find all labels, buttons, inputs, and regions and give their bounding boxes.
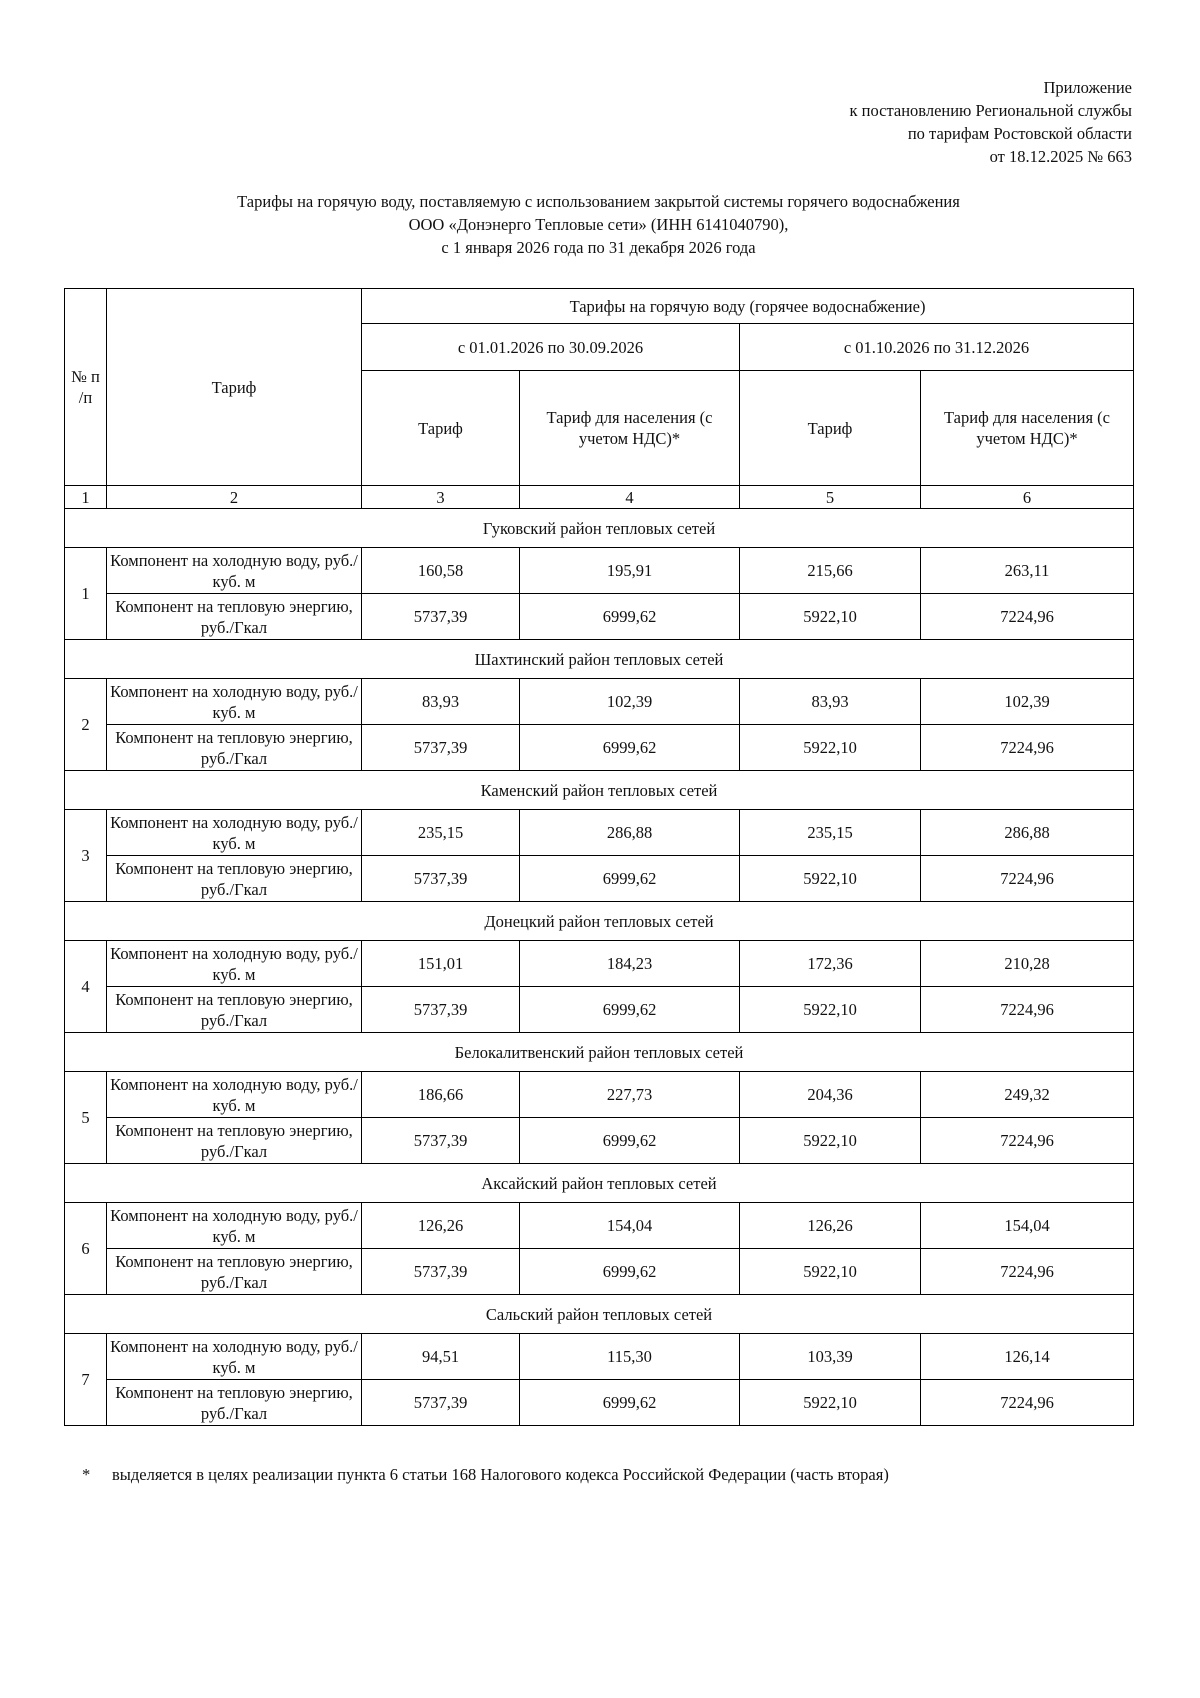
cold-value-cell: 186,66 [362,1072,520,1118]
title-line: с 1 января 2026 года по 31 декабря 2026 года [441,238,756,257]
appendix-line: от 18.12.2025 № 663 [989,147,1132,166]
heat-value-cell: 5737,39 [362,1249,520,1295]
tariff-table [64,288,1134,1426]
district-row [65,640,1134,679]
document-title [64,190,1133,259]
cold-value-cell: 249,32 [921,1072,1134,1118]
header-group: Тарифы на горячую воду (горячее водоснабжение) [362,289,1134,324]
column-number: 4 [520,486,740,509]
row-number: 5 [65,1072,107,1164]
heat-value-cell: 5922,10 [740,1118,921,1164]
table-row [65,548,1134,594]
header-period-2: с 01.10.2026 по 31.12.2026 [740,324,1134,371]
cold-value-cell: 102,39 [520,679,740,725]
heat-value-cell: 5737,39 [362,1118,520,1164]
cold-value-cell: 286,88 [921,810,1134,856]
cold-value-cell: 227,73 [520,1072,740,1118]
table-row [65,810,1134,856]
cold-value-cell: 215,66 [740,548,921,594]
cold-value-cell: 102,39 [921,679,1134,725]
row-number: 6 [65,1203,107,1295]
cold-value-cell: 263,11 [921,548,1134,594]
heat-value-cell: 7224,96 [921,1249,1134,1295]
appendix-line: по тарифам Ростовской области [907,124,1132,143]
heat-value-cell: 6999,62 [520,725,740,771]
table-row [65,941,1134,987]
district-name: Аксайский район тепловых сетей [65,1164,1134,1203]
district-row [65,771,1134,810]
cold-value-cell: 103,39 [740,1334,921,1380]
cold-value-cell: 154,04 [520,1203,740,1249]
column-number: 3 [362,486,520,509]
cold-value-cell: 126,26 [362,1203,520,1249]
header-sub-tariff: Тариф [362,371,520,486]
cold-value-cell: 160,58 [362,548,520,594]
row-number: 7 [65,1334,107,1426]
column-number: 1 [65,486,107,509]
cold-value-cell: 151,01 [362,941,520,987]
header-tariff: Тариф [107,289,362,486]
table-row [65,1334,1134,1380]
table-row [65,725,1134,771]
header-num: № п /п [65,289,107,486]
component-heat-label: Компонент на тепловую энергию, руб./Гкал [107,987,362,1033]
component-heat-label: Компонент на тепловую энергию, руб./Гкал [107,856,362,902]
heat-value-cell: 5737,39 [362,1380,520,1426]
cold-value-cell: 235,15 [740,810,921,856]
table-row [65,1072,1134,1118]
cold-value-cell: 126,26 [740,1203,921,1249]
heat-value-cell: 7224,96 [921,594,1134,640]
cold-value-cell: 286,88 [520,810,740,856]
heat-value-cell: 5737,39 [362,987,520,1033]
component-heat-label: Компонент на тепловую энергию, руб./Гкал [107,1118,362,1164]
table-row [65,856,1134,902]
component-cold-label: Компонент на холодную воду, руб./куб. м [107,1072,362,1118]
district-row [65,1033,1134,1072]
cold-value-cell: 83,93 [740,679,921,725]
heat-value-cell: 6999,62 [520,856,740,902]
table-row [65,1203,1134,1249]
heat-value-cell: 5922,10 [740,594,921,640]
heat-value-cell: 5922,10 [740,856,921,902]
heat-value-cell: 7224,96 [921,1380,1134,1426]
cold-value-cell: 184,23 [520,941,740,987]
column-number: 6 [921,486,1134,509]
heat-value-cell: 5922,10 [740,987,921,1033]
header-sub-tariff: Тариф [740,371,921,486]
table-row [65,987,1134,1033]
district-name: Сальский район тепловых сетей [65,1295,1134,1334]
row-number: 2 [65,679,107,771]
cold-value-cell: 172,36 [740,941,921,987]
column-number: 5 [740,486,921,509]
district-row [65,1164,1134,1203]
district-name: Шахтинский район тепловых сетей [65,640,1134,679]
appendix-line: к постановлению Региональной службы [849,101,1132,120]
heat-value-cell: 5922,10 [740,1380,921,1426]
column-number: 2 [107,486,362,509]
component-cold-label: Компонент на холодную воду, руб./куб. м [107,810,362,856]
district-row [65,902,1134,941]
component-cold-label: Компонент на холодную воду, руб./куб. м [107,1334,362,1380]
appendix-header [850,76,1133,168]
cold-value-cell: 195,91 [520,548,740,594]
heat-value-cell: 7224,96 [921,987,1134,1033]
heat-value-cell: 7224,96 [921,725,1134,771]
heat-value-cell: 6999,62 [520,987,740,1033]
table-row [65,1118,1134,1164]
table-row [65,1249,1134,1295]
heat-value-cell: 6999,62 [520,1380,740,1426]
heat-value-cell: 7224,96 [921,1118,1134,1164]
component-heat-label: Компонент на тепловую энергию, руб./Гкал [107,594,362,640]
component-cold-label: Компонент на холодную воду, руб./куб. м [107,679,362,725]
component-heat-label: Компонент на тепловую энергию, руб./Гкал [107,1249,362,1295]
header-sub-population: Тариф для населения (с учетом НДС)* [921,371,1134,486]
footnote-mark: * [82,1465,91,1484]
cold-value-cell: 115,30 [520,1334,740,1380]
table-row [65,679,1134,725]
district-name: Белокалитвенский район тепловых сетей [65,1033,1134,1072]
heat-value-cell: 5737,39 [362,725,520,771]
heat-value-cell: 6999,62 [520,1118,740,1164]
district-row [65,509,1134,548]
footnote-text: выделяется в целях реализации пункта 6 статьи 168 Налогового кодекса Российской Федерации (часть вторая) [112,1465,889,1484]
heat-value-cell: 7224,96 [921,856,1134,902]
title-line: Тарифы на горячую воду, поставляемую с использованием закрытой системы горячего водоснабжения [237,192,960,211]
header-period-1: с 01.01.2026 по 30.09.2026 [362,324,740,371]
cold-value-cell: 235,15 [362,810,520,856]
district-row [65,1295,1134,1334]
heat-value-cell: 5737,39 [362,594,520,640]
component-cold-label: Компонент на холодную воду, руб./куб. м [107,941,362,987]
component-heat-label: Компонент на тепловую энергию, руб./Гкал [107,725,362,771]
component-cold-label: Компонент на холодную воду, руб./куб. м [107,548,362,594]
heat-value-cell: 5922,10 [740,725,921,771]
heat-value-cell: 5922,10 [740,1249,921,1295]
row-number: 4 [65,941,107,1033]
table-row [65,1380,1134,1426]
cold-value-cell: 83,93 [362,679,520,725]
cold-value-cell: 210,28 [921,941,1134,987]
cold-value-cell: 94,51 [362,1334,520,1380]
cold-value-cell: 204,36 [740,1072,921,1118]
table-row [65,594,1134,640]
district-name: Каменский район тепловых сетей [65,771,1134,810]
cold-value-cell: 126,14 [921,1334,1134,1380]
heat-value-cell: 5737,39 [362,856,520,902]
column-number-row [65,486,1134,509]
header-row [65,289,1134,324]
title-line: ООО «Донэнерго Тепловые сети» (ИНН 6141040790), [408,215,789,234]
appendix-line: Приложение [1043,78,1132,97]
component-heat-label: Компонент на тепловую энергию, руб./Гкал [107,1380,362,1426]
component-cold-label: Компонент на холодную воду, руб./куб. м [107,1203,362,1249]
district-name: Донецкий район тепловых сетей [65,902,1134,941]
footnote [82,1465,889,1485]
row-number: 3 [65,810,107,902]
district-name: Гуковский район тепловых сетей [65,509,1134,548]
heat-value-cell: 6999,62 [520,1249,740,1295]
cold-value-cell: 154,04 [921,1203,1134,1249]
heat-value-cell: 6999,62 [520,594,740,640]
header-sub-population: Тариф для населения (с учетом НДС)* [520,371,740,486]
row-number: 1 [65,548,107,640]
